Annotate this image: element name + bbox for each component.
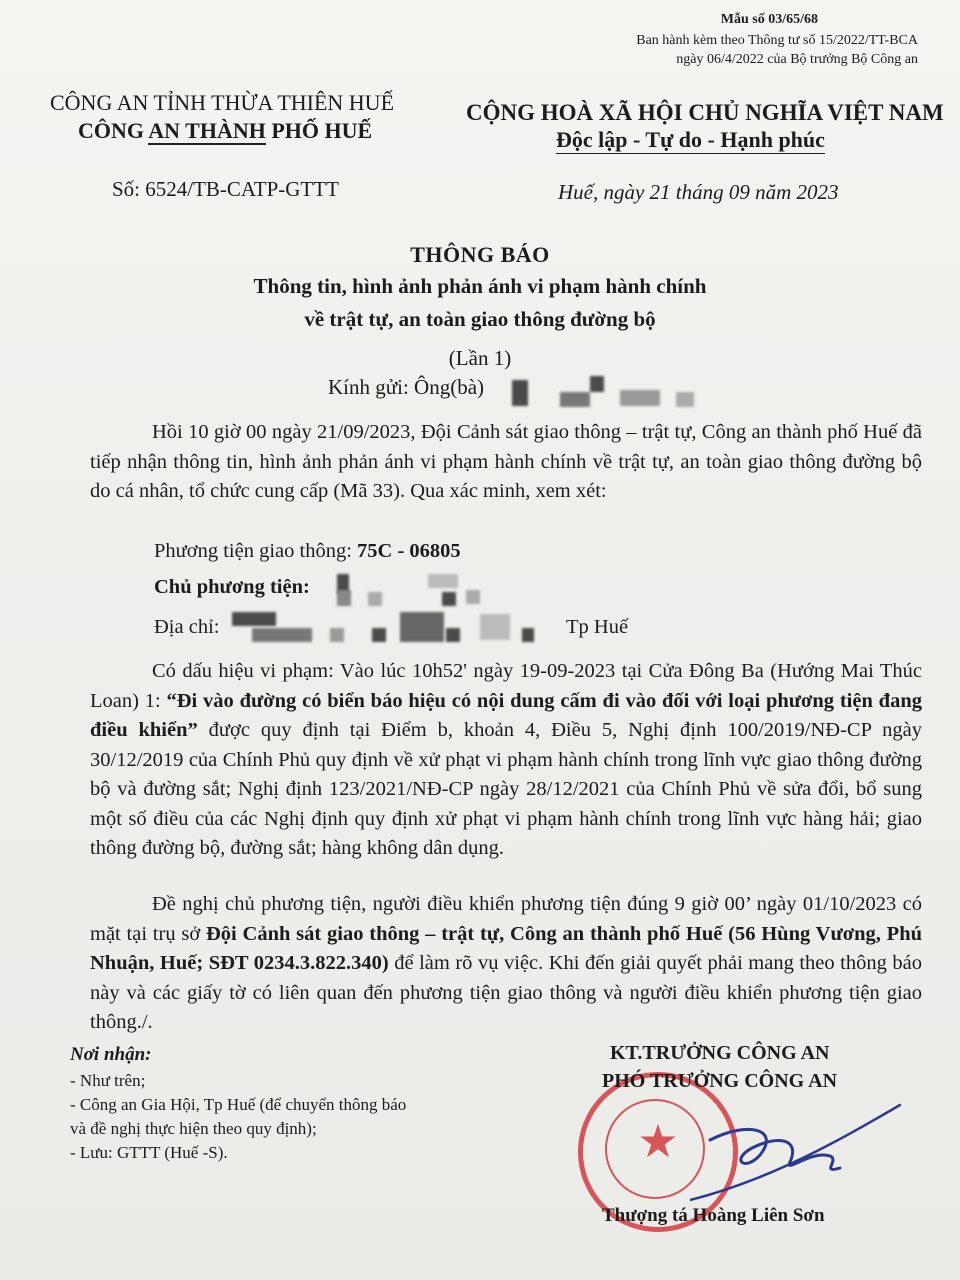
vehicle-plate: 75C - 06805 [357, 540, 461, 562]
intro-paragraph [90, 418, 922, 507]
request-paragraph [90, 890, 922, 1038]
redacted-address [522, 628, 534, 642]
issuing-authority [78, 118, 372, 144]
vehicle-line [154, 540, 461, 563]
redacted-address [372, 628, 386, 642]
authority-text-underlined: AN THÀNH [148, 118, 266, 143]
signature-title-1: KT.TRƯỞNG CÔNG AN [610, 1042, 830, 1064]
redacted-address [400, 612, 444, 642]
recipient-item: - Công an Gia Hội, Tp Huế (để chuyển thông báo [70, 1095, 407, 1114]
owner-line [154, 576, 310, 599]
issuing-authority-parent: CÔNG AN TỈNH THỪA THIÊN HUẾ [50, 90, 395, 115]
recipient-item: và đề nghị thực hiện theo quy định); [70, 1119, 317, 1138]
redacted-name [590, 376, 604, 392]
redacted-name [620, 390, 660, 406]
form-issuance-date: ngày 06/4/2022 của Bộ trưởng Bộ Công an [676, 52, 918, 67]
national-motto: Độc lập - Tự do - Hạnh phúc [556, 127, 825, 152]
address-line [154, 616, 219, 639]
redacted-address [252, 628, 312, 642]
violation-paragraph [90, 657, 922, 864]
redacted-owner [466, 590, 480, 604]
intro-text: Hồi 10 giờ 00 ngày 21/09/2023, Đội Cảnh sát giao thông – trật tự, Công an thành phố Huế đã tiếp nhận thông tin, hình ảnh phản ánh vi phạm hành chính về trật tự, an toàn giao thông đường bộ do cá nhân, tổ chức cung cấp (Mã 33). Qua xác minh, xem xét: [90, 421, 922, 502]
signature-title-2: PHÓ TRƯỞNG CÔNG AN [602, 1070, 838, 1092]
redacted-address [232, 612, 276, 626]
violation-description: “Đi vào đường có biển báo hiệu có nội dung cấm đi vào đối với loại phương tiện đang điều khiển” [90, 689, 922, 741]
document-subtitle-2: về trật tự, an toàn giao thông đường bộ [304, 307, 656, 331]
request-intro: Đề nghị chủ phương tiện, người điều khiển phương tiện đúng 9 giờ 00’ ngày 01/10/2023 có mặt tại trụ sở [90, 893, 922, 945]
request-instructions: để làm rõ vụ việc. Khi đến giải quyết phải mang theo thông báo này và các giấy tờ có liên quan đến phương tiện giao thông và người điều khiển phương tiện giao thông./. [90, 952, 922, 1033]
redacted-owner [368, 592, 382, 606]
authority-text-start: CÔNG [78, 118, 149, 143]
redacted-name [676, 392, 694, 407]
violation-text [90, 657, 922, 864]
signer-name: Thượng tá Hoàng Liên Sơn [602, 1205, 825, 1226]
address-city: Tp Huế [566, 616, 629, 638]
redacted-address [330, 628, 344, 642]
national-title: CỘNG HOÀ XÃ HỘI CHỦ NGHĨA VIỆT NAM [466, 100, 944, 125]
request-office: Đội Cảnh sát giao thông – trật tự, Công an thành phố Huế (56 Hùng Vương, Phú Nhuận, Huế; SĐT 0234.3.822.340) [90, 922, 922, 974]
redacted-owner [337, 590, 351, 606]
vehicle-label: Phương tiện giao thông: [154, 540, 358, 562]
document-number: Số: 6524/TB-CATP-GTTT [112, 177, 339, 201]
redacted-name [560, 392, 590, 407]
redacted-owner [442, 592, 456, 606]
owner-label: Chủ phương tiện: [154, 576, 310, 598]
redacted-address [446, 628, 460, 642]
recipient-item: - Như trên; [70, 1071, 146, 1090]
seal-star-icon: ★ [637, 1116, 679, 1167]
document-title: THÔNG BÁO [410, 242, 550, 267]
recipient-item: - Lưu: GTTT (Huế -S). [70, 1143, 228, 1162]
document-date: Huế, ngày 21 tháng 09 năm 2023 [558, 180, 839, 204]
document-subtitle-1: Thông tin, hình ảnh phản ánh vi phạm hành chính [253, 274, 707, 298]
redacted-name [512, 380, 528, 406]
form-issuance-line: Ban hành kèm theo Thông tư số 15/2022/TT-BCA [636, 33, 918, 48]
address-label: Địa chỉ: [154, 616, 220, 638]
redacted-address [480, 614, 510, 640]
handwritten-signature [690, 1100, 910, 1210]
violation-legal-basis: được quy định tại Điểm b, khoản 4, Điều 5, Nghị định 100/2019/NĐ-CP ngày 30/12/2019 của Chính Phủ quy định về xử phạt vi phạm hành chính trong lĩnh vực giao thông đường bộ và đường sắt; Nghị định 123/2021/NĐ-CP ngày 28/12/2021 của Chính Phủ về sửa đổi, bổ sung một số điều của các Nghị định quy định xử phạt vi phạm hành chính trong lĩnh vực hàng hải; giao thông đường bộ, đường sắt; hàng không dân dụng. [90, 719, 922, 859]
form-number: Mẫu số 03/65/68 [720, 12, 818, 27]
authority-text-end: PHỐ HUẾ [265, 118, 373, 143]
redacted-owner [428, 574, 458, 588]
violation-intro: Có dấu hiệu vi phạm: Vào lúc 10h52' ngày 19-09-2023 tại Cửa Đông Ba (Hướng Mai Thúc Loan) 1: [90, 660, 922, 712]
request-text [90, 890, 922, 1038]
addressee-label: Kính gửi: Ông(bà) [328, 375, 485, 399]
notice-round: (Lần 1) [448, 346, 512, 370]
recipients-heading: Nơi nhận: [70, 1044, 152, 1065]
